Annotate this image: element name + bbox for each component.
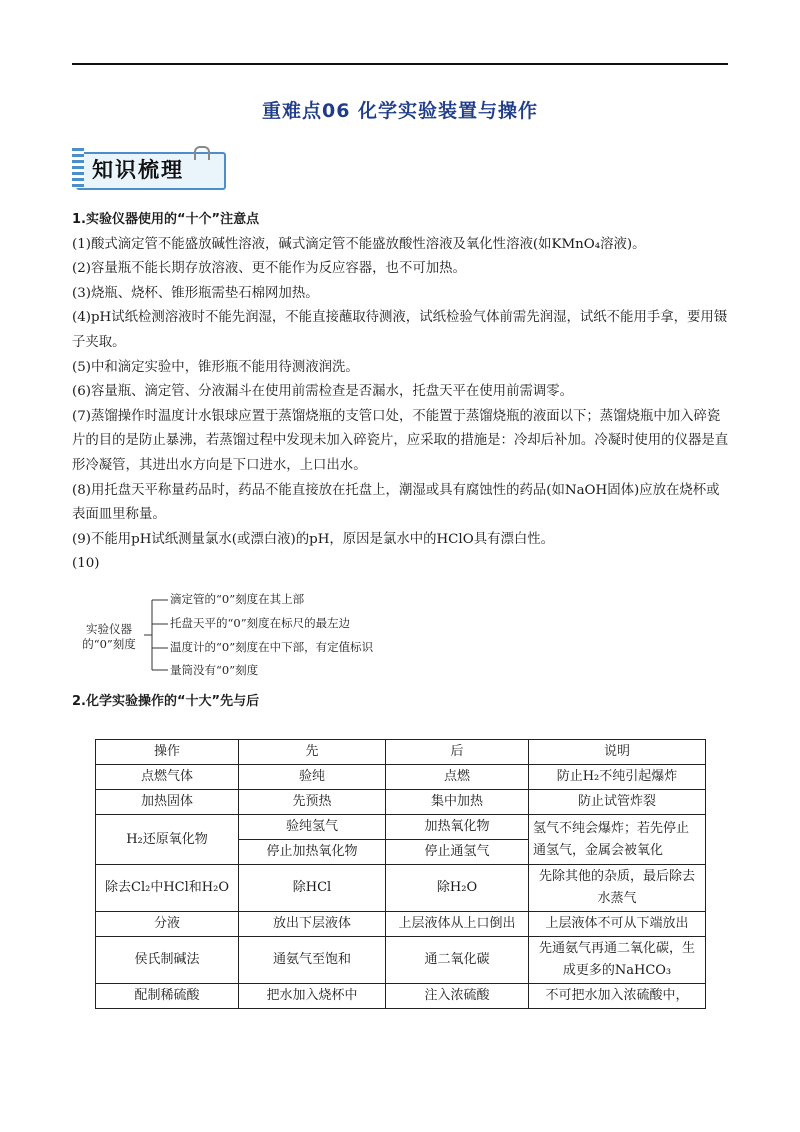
table-cell: 集中加热 — [386, 790, 529, 815]
table-row — [96, 937, 706, 984]
table-cell: 验纯氢气 — [239, 815, 386, 840]
table-cell: 停止加热氧化物 — [239, 840, 386, 865]
operation-order-table — [95, 739, 706, 1009]
table-cell: 放出下层液体 — [239, 912, 386, 937]
note-item: (3)烧瓶、烧杯、锥形瓶需垫石棉网加热。 — [72, 285, 319, 301]
paperclip-icon — [194, 146, 210, 160]
table-cell: 点燃气体 — [96, 765, 239, 790]
diagram-brace — [142, 588, 172, 682]
table-row — [96, 765, 706, 790]
section-badge — [76, 146, 226, 188]
table-cell: 侯氏制碱法 — [96, 937, 239, 984]
note-item: (6)容量瓶、滴定管、分液漏斗在使用前需检查是否漏水，托盘天平在使用前需调零。 — [72, 384, 574, 400]
table-cell: 把水加入烧杯中 — [239, 984, 386, 1009]
table-cell: 除HCl — [239, 865, 386, 912]
table-cell: 先预热 — [239, 790, 386, 815]
diagram-branch: 滴定管的“0”刻度在其上部 — [170, 592, 305, 606]
table-cell: 上层液体从上口倒出 — [386, 912, 529, 937]
table-cell: 加热固体 — [96, 790, 239, 815]
diagram-branch: 量筒没有“0”刻度 — [170, 663, 259, 677]
table-row — [96, 865, 706, 912]
table-row — [96, 815, 706, 840]
header-cell: 先 — [239, 740, 386, 765]
table-cell: 防止试管炸裂 — [529, 790, 706, 815]
table-cell: 加热氧化物 — [386, 815, 529, 840]
table-row — [96, 790, 706, 815]
top-rule — [72, 63, 728, 65]
table-cell: 除H₂O — [386, 865, 529, 912]
table-cell: H₂还原氧化物 — [96, 815, 239, 865]
note-item: (10) — [72, 556, 100, 572]
table-cell: 分液 — [96, 912, 239, 937]
page-title: 重难点06 化学实验装置与操作 — [261, 100, 539, 122]
diagram-branch: 温度计的“0”刻度在中下部，有定值标识 — [170, 640, 374, 654]
note-item: (4)pH试纸检测溶液时不能先润湿，不能直接蘸取待测液，试纸检验气体前需先润湿，试纸不能用手拿，要用镊子夹取。 — [72, 310, 728, 350]
table-cell: 通氨气至饱和 — [239, 937, 386, 984]
table-row — [96, 984, 706, 1009]
zero-scale-diagram — [74, 588, 434, 682]
header-cell: 后 — [386, 740, 529, 765]
table-header-row — [96, 740, 706, 765]
table-cell: 通二氧化碳 — [386, 937, 529, 984]
table-cell: 上层液体不可从下端放出 — [529, 912, 706, 937]
note-item: (2)容量瓶不能长期存放溶液、更不能作为反应容器，也不可加热。 — [72, 261, 466, 277]
badge-stripe — [72, 148, 84, 188]
table-cell: 点燃 — [386, 765, 529, 790]
table-cell: 防止H₂不纯引起爆炸 — [529, 765, 706, 790]
note-item: (5)中和滴定实验中，锥形瓶不能用待测液润洗。 — [72, 359, 359, 375]
note-item: (7)蒸馏操作时温度计水银球应置于蒸馏烧瓶的支管口处，不能置于蒸馏烧瓶的液面以下；蒸馏烧瓶中加入碎瓷片的目的是防止暴沸，若蒸馏过程中发现未加入碎瓷片，应采取的措施是：冷却后补加。冷凝时使用的仪器是直形冷凝管，其进出水方向是下口进水，上口出水。 — [72, 408, 729, 473]
section-2-heading: 2.化学实验操作的“十大”先与后 — [72, 694, 260, 709]
table-cell: 除去Cl₂中HCl和H₂O — [96, 865, 239, 912]
table-cell: 不可把水加入浓硫酸中， — [529, 984, 706, 1009]
note-item: (1)酸式滴定管不能盛放碱性溶液，碱式滴定管不能盛放酸性溶液及氧化性溶液(如KMnO₄溶液)。 — [72, 236, 646, 252]
section-1 — [72, 208, 732, 577]
section-1-heading: 1.实验仪器使用的“十个”注意点 — [72, 212, 260, 227]
header-cell: 说明 — [529, 740, 706, 765]
table-cell: 注入浓硫酸 — [386, 984, 529, 1009]
badge-label: 知识梳理 — [92, 157, 184, 182]
header-cell: 操作 — [96, 740, 239, 765]
note-item: (9)不能用pH试纸测量氯水(或漂白液)的pH，原因是氯水中的HClO具有漂白性。 — [72, 531, 555, 547]
table-cell: 验纯 — [239, 765, 386, 790]
table-cell: 先通氨气再通二氧化碳，生成更多的NaHCO₃ — [529, 937, 706, 984]
table-cell: 停止通氢气 — [386, 840, 529, 865]
diagram-branch: 托盘天平的“0”刻度在标尺的最左边 — [170, 616, 351, 630]
table-cell: 先除其他的杂质，最后除去水蒸气 — [529, 865, 706, 912]
table-cell: 配制稀硫酸 — [96, 984, 239, 1009]
table-cell: 氢气不纯会爆炸；若先停止通氢气，金属会被氧化 — [529, 815, 706, 865]
table-row — [96, 912, 706, 937]
diagram-root: 实验仪器的“0”刻度 — [82, 622, 136, 651]
note-item: (8)用托盘天平称量药品时，药品不能直接放在托盘上，潮湿或具有腐蚀性的药品(如NaOH固体)应放在烧杯或表面皿里称量。 — [72, 482, 720, 523]
